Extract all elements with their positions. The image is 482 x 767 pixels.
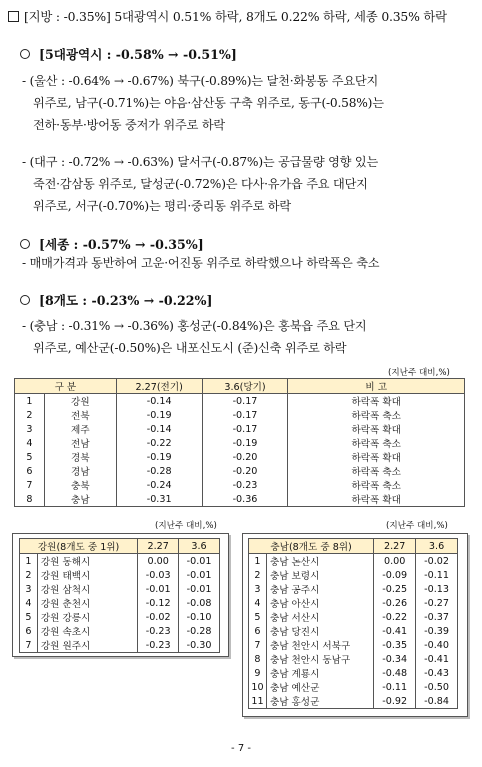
row-number: 6 — [20, 624, 38, 638]
table-row — [15, 436, 465, 450]
chungnam-table — [248, 538, 458, 709]
table-row — [249, 554, 458, 569]
row-prev-value: -0.19 — [116, 450, 202, 464]
row-region: 충남 — [44, 492, 116, 507]
row-prev-value: -0.09 — [374, 568, 416, 582]
row-prev-value: -0.34 — [374, 652, 416, 666]
row-curr-value: -0.01 — [179, 582, 220, 596]
chungnam-header-title: 충남(8개도 중 8위) — [249, 539, 374, 554]
ulsan-line-3: 전하·동부·방어동 중저가 위주로 하락 — [33, 118, 225, 132]
table-row — [249, 680, 458, 694]
row-number: 8 — [15, 492, 45, 507]
row-curr-value: -0.17 — [202, 394, 288, 409]
row-district: 강원 원주시 — [37, 638, 137, 653]
table-row — [15, 478, 465, 492]
row-remark: 하락폭 축소 — [288, 464, 465, 478]
row-prev-value: -0.25 — [374, 582, 416, 596]
header-remark: 비 고 — [288, 379, 465, 394]
row-region: 강원 — [44, 394, 116, 409]
chungnam-paragraph — [22, 315, 366, 359]
gangwon-header-prev: 2.27 — [138, 539, 179, 554]
row-curr-value: -0.30 — [179, 638, 220, 653]
row-prev-value: -0.03 — [138, 568, 179, 582]
row-prev-value: -0.19 — [116, 408, 202, 422]
sejong-header: [세종 : -0.57% → -0.35%] — [39, 237, 204, 252]
row-prev-value: -0.26 — [374, 596, 416, 610]
row-number: 2 — [15, 408, 45, 422]
row-number: 3 — [15, 422, 45, 436]
row-number: 9 — [249, 666, 267, 680]
row-curr-value: -0.20 — [202, 450, 288, 464]
gangwon-table — [19, 538, 220, 653]
row-region: 전북 — [44, 408, 116, 422]
table-row — [15, 492, 465, 507]
row-region: 충북 — [44, 478, 116, 492]
row-number: 7 — [249, 638, 267, 652]
row-district: 강원 동해시 — [37, 554, 137, 569]
table-row — [249, 652, 458, 666]
provinces-header: [8개도 : -0.23% → -0.22%] — [39, 293, 213, 308]
row-number: 5 — [20, 610, 38, 624]
row-number: 2 — [20, 568, 38, 582]
row-prev-value: 0.00 — [138, 554, 179, 569]
row-prev-value: -0.92 — [374, 694, 416, 709]
row-remark: 하락폭 확대 — [288, 450, 465, 464]
table-row — [249, 568, 458, 582]
daegu-paragraph — [22, 151, 378, 217]
table-row — [20, 610, 220, 624]
ulsan-line-1: - (울산 : -0.64% → -0.67%) 북구(-0.89%)는 달천·화봉동 주요단지 — [22, 74, 379, 88]
row-district: 충남 당진시 — [266, 624, 373, 638]
metro-header: [5대광역시 : -0.58% → -0.51%] — [39, 47, 237, 62]
row-curr-value: -0.23 — [202, 478, 288, 492]
row-curr-value: -0.13 — [416, 582, 458, 596]
row-district: 강원 삼척시 — [37, 582, 137, 596]
row-curr-value: -0.36 — [202, 492, 288, 507]
chungnam-line-1: - (충남 : -0.31% → -0.36%) 홍성군(-0.84%)은 홍북읍 주요 단지 — [22, 319, 367, 333]
row-prev-value: 0.00 — [374, 554, 416, 569]
row-curr-value: -0.08 — [179, 596, 220, 610]
table-row — [249, 694, 458, 709]
row-curr-value: -0.39 — [416, 624, 458, 638]
row-curr-value: -0.40 — [416, 638, 458, 652]
row-curr-value: -0.43 — [416, 666, 458, 680]
row-curr-value: -0.11 — [416, 568, 458, 582]
row-number: 11 — [249, 694, 267, 709]
row-prev-value: -0.23 — [138, 624, 179, 638]
row-prev-value: -0.28 — [116, 464, 202, 478]
table-row — [20, 568, 220, 582]
row-number: 1 — [15, 394, 45, 409]
metro-header-line — [20, 44, 237, 63]
circle-bullet-icon — [20, 295, 30, 305]
row-curr-value: -0.41 — [416, 652, 458, 666]
row-region: 경남 — [44, 464, 116, 478]
row-curr-value: -0.27 — [416, 596, 458, 610]
table-row — [249, 610, 458, 624]
row-prev-value: -0.41 — [374, 624, 416, 638]
row-curr-value: -0.01 — [179, 568, 220, 582]
row-district: 강원 강릉시 — [37, 610, 137, 624]
table-row — [249, 666, 458, 680]
table-header-row — [15, 379, 465, 394]
row-prev-value: -0.48 — [374, 666, 416, 680]
table-row — [15, 464, 465, 478]
checkbox-square-icon — [8, 11, 19, 22]
row-curr-value: -0.28 — [179, 624, 220, 638]
row-district: 강원 태백시 — [37, 568, 137, 582]
row-prev-value: -0.11 — [374, 680, 416, 694]
row-remark: 하락폭 축소 — [288, 408, 465, 422]
table-header-row — [20, 539, 220, 554]
row-region: 제주 — [44, 422, 116, 436]
row-prev-value: -0.35 — [374, 638, 416, 652]
page-number: - 7 - — [231, 743, 251, 754]
row-number: 4 — [249, 596, 267, 610]
row-curr-value: -0.17 — [202, 408, 288, 422]
table-row — [20, 582, 220, 596]
row-number: 7 — [15, 478, 45, 492]
row-number: 5 — [249, 610, 267, 624]
row-remark: 하락폭 확대 — [288, 492, 465, 507]
chungnam-line-2: 위주로, 예산군(-0.50%)은 내포신도시 (준)신축 위주로 하락 — [33, 341, 347, 355]
chungnam-header-curr: 3.6 — [416, 539, 458, 554]
row-curr-value: -0.19 — [202, 436, 288, 450]
row-number: 2 — [249, 568, 267, 582]
row-number: 3 — [249, 582, 267, 596]
daegu-line-2: 죽전·감삼동 위주로, 달성군(-0.72%)은 다사·유가읍 주요 대단지 — [33, 177, 368, 191]
row-remark: 하락폭 축소 — [288, 436, 465, 450]
row-number: 10 — [249, 680, 267, 694]
row-curr-value: -0.02 — [416, 554, 458, 569]
provinces-header-line — [20, 290, 212, 309]
row-prev-value: -0.12 — [138, 596, 179, 610]
province-comparison-table — [14, 378, 465, 507]
row-district: 충남 보령시 — [266, 568, 373, 582]
row-district: 충남 홍성군 — [266, 694, 373, 709]
row-prev-value: -0.22 — [374, 610, 416, 624]
daegu-line-1: - (대구 : -0.72% → -0.63%) 달서구(-0.87%)는 공급물량 영향 있는 — [22, 155, 379, 169]
row-curr-value: -0.17 — [202, 422, 288, 436]
table-row — [249, 638, 458, 652]
header-prev: 2.27(전기) — [116, 379, 202, 394]
row-curr-value: -0.37 — [416, 610, 458, 624]
row-district: 충남 천안시 동남구 — [266, 652, 373, 666]
table-row — [15, 422, 465, 436]
ulsan-paragraph — [22, 70, 384, 136]
row-prev-value: -0.24 — [116, 478, 202, 492]
row-prev-value: -0.02 — [138, 610, 179, 624]
row-number: 4 — [20, 596, 38, 610]
header-curr: 3.6(당기) — [202, 379, 288, 394]
row-curr-value: -0.50 — [416, 680, 458, 694]
gangwon-header-curr: 3.6 — [179, 539, 220, 554]
table-row — [15, 408, 465, 422]
daegu-line-3: 위주로, 서구(-0.70%)는 평리·중리동 위주로 하락 — [33, 199, 291, 213]
table-row — [249, 624, 458, 638]
row-district: 충남 공주시 — [266, 582, 373, 596]
row-district: 충남 서산시 — [266, 610, 373, 624]
row-district: 충남 아산시 — [266, 596, 373, 610]
chungnam-table-note: (지난주 대비,%) — [386, 521, 448, 531]
sejong-line: - 매매가격과 동반하여 고운·어진동 위주로 하락했으나 하락폭은 축소 — [22, 256, 380, 270]
row-prev-value: -0.14 — [116, 422, 202, 436]
table-row — [249, 596, 458, 610]
row-prev-value: -0.01 — [138, 582, 179, 596]
row-district: 충남 천안시 서북구 — [266, 638, 373, 652]
header-category: 구 분 — [15, 379, 117, 394]
row-district: 충남 계룡시 — [266, 666, 373, 680]
section-title-line — [8, 6, 447, 28]
row-number: 6 — [15, 464, 45, 478]
row-number: 3 — [20, 582, 38, 596]
row-region: 전남 — [44, 436, 116, 450]
row-prev-value: -0.31 — [116, 492, 202, 507]
row-remark: 하락폭 축소 — [288, 478, 465, 492]
row-number: 6 — [249, 624, 267, 638]
row-number: 7 — [20, 638, 38, 653]
row-remark: 하락폭 확대 — [288, 394, 465, 409]
section-title: [지방 : -0.35%] 5대광역시 0.51% 하락, 8개도 0.22% 하락, 세종 0.35% 하락 — [24, 9, 447, 24]
gangwon-table-note: (지난주 대비,%) — [155, 521, 217, 531]
table-row — [20, 638, 220, 653]
table-row — [20, 554, 220, 569]
row-district: 강원 춘천시 — [37, 596, 137, 610]
row-district: 충남 예산군 — [266, 680, 373, 694]
table-header-row — [249, 539, 458, 554]
row-number: 1 — [20, 554, 38, 569]
row-remark: 하락폭 확대 — [288, 422, 465, 436]
gangwon-header-title: 강원(8개도 중 1위) — [20, 539, 138, 554]
row-number: 1 — [249, 554, 267, 569]
row-number: 8 — [249, 652, 267, 666]
row-number: 4 — [15, 436, 45, 450]
row-prev-value: -0.14 — [116, 394, 202, 409]
table-row — [249, 582, 458, 596]
row-district: 충남 논산시 — [266, 554, 373, 569]
chungnam-header-prev: 2.27 — [374, 539, 416, 554]
row-curr-value: -0.10 — [179, 610, 220, 624]
main-table-note: (지난주 대비,%) — [388, 368, 450, 378]
sejong-header-line — [20, 234, 204, 253]
row-curr-value: -0.20 — [202, 464, 288, 478]
circle-bullet-icon — [20, 239, 30, 249]
row-district: 강원 속초시 — [37, 624, 137, 638]
table-row — [20, 596, 220, 610]
row-curr-value: -0.01 — [179, 554, 220, 569]
row-number: 5 — [15, 450, 45, 464]
row-prev-value: -0.22 — [116, 436, 202, 450]
row-prev-value: -0.23 — [138, 638, 179, 653]
circle-bullet-icon — [20, 49, 30, 59]
table-row — [15, 394, 465, 409]
table-row — [20, 624, 220, 638]
ulsan-line-2: 위주로, 남구(-0.71%)는 야음·삼산동 구축 위주로, 동구(-0.58%)는 — [33, 96, 384, 110]
row-curr-value: -0.84 — [416, 694, 458, 709]
table-row — [15, 450, 465, 464]
row-region: 경북 — [44, 450, 116, 464]
